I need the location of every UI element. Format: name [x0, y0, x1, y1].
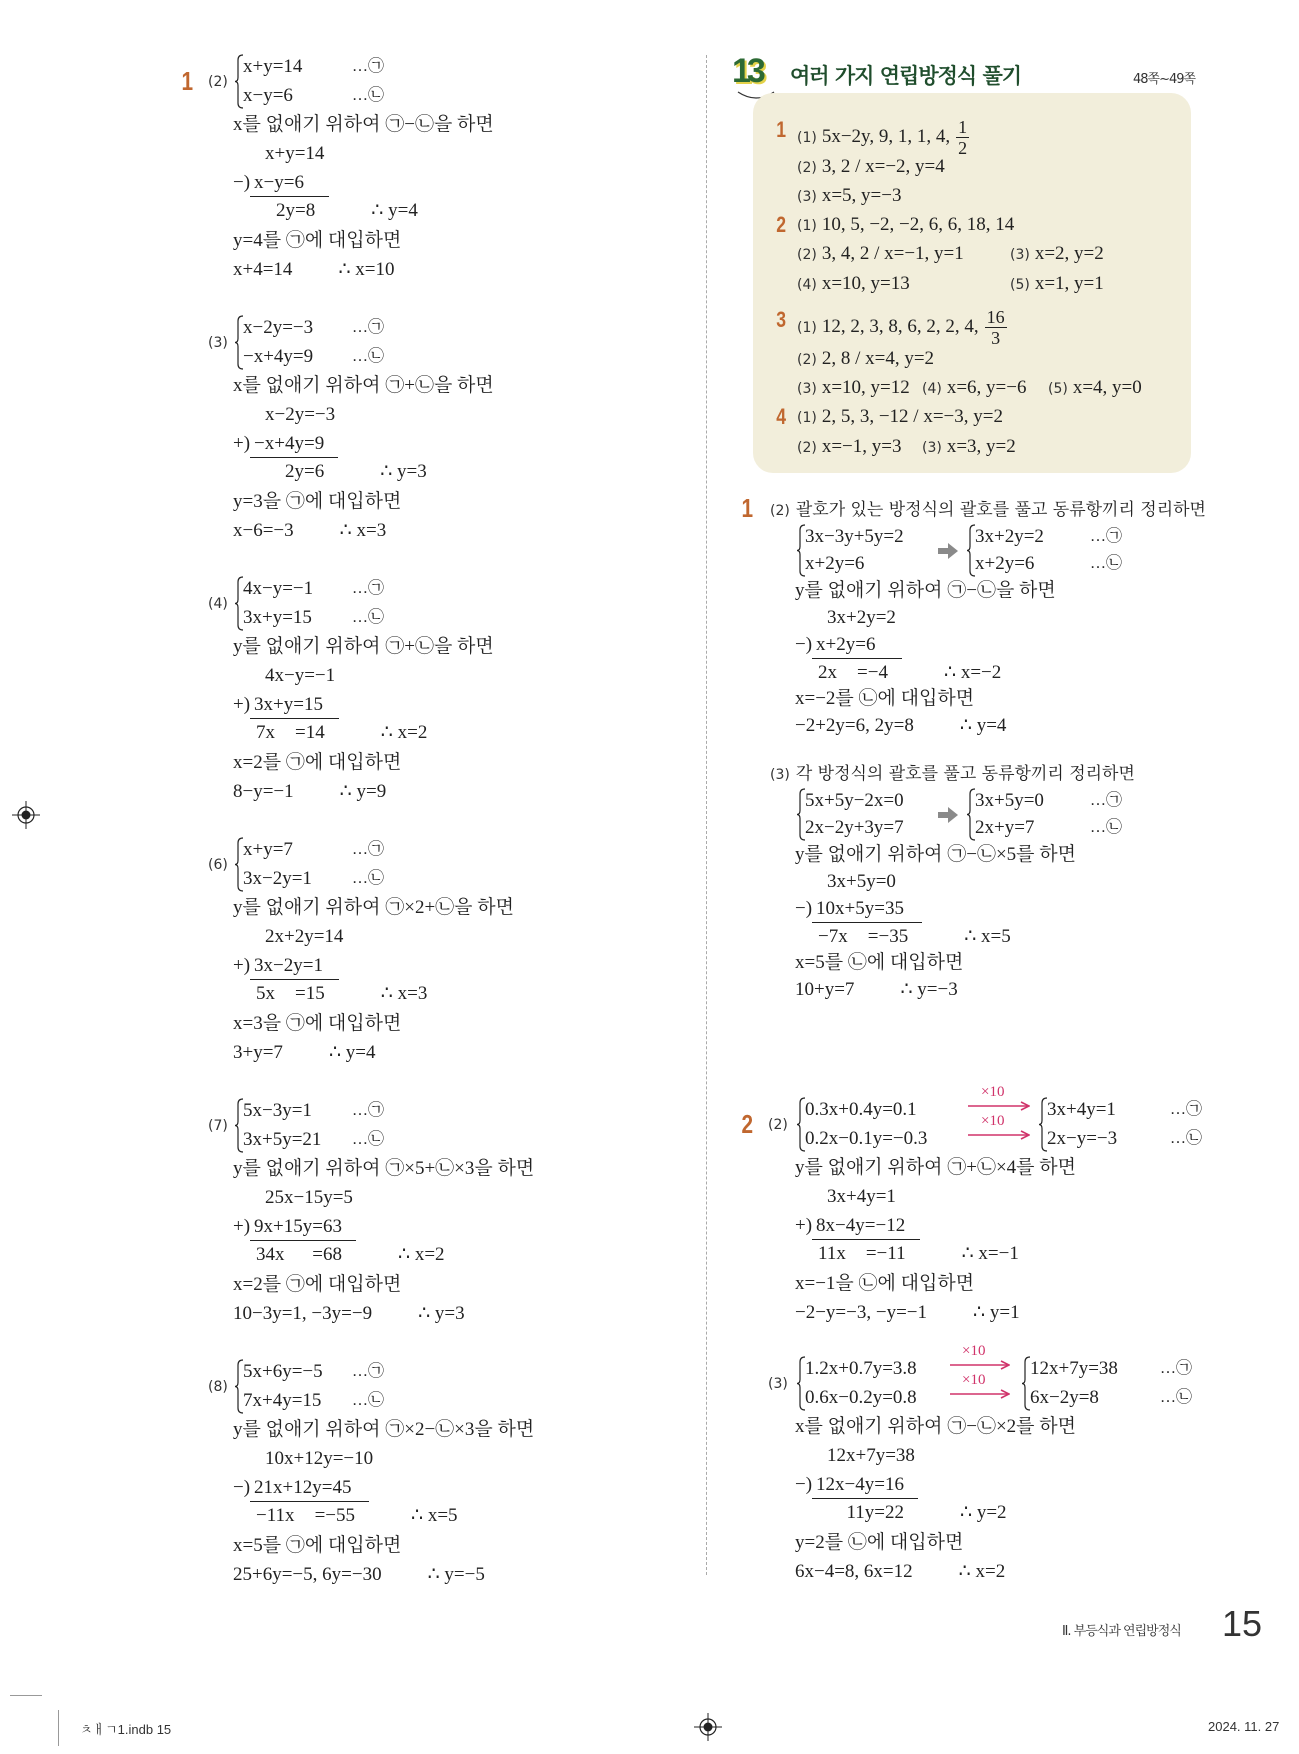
spacer [233, 1502, 250, 1529]
elimination-step: x를 없애기 위하여 ㉠−㉡×2를 하면 [795, 1416, 1076, 1437]
result-right: =−35 [867, 926, 909, 947]
final-equation: x−6=−3 [233, 520, 294, 541]
calc-top-equation: 3x+2y=2 [827, 607, 896, 628]
final-conclusion: ∴ x=10 [338, 259, 395, 280]
elimination-calculation [233, 1474, 458, 1529]
problem-label: (3) [768, 1375, 788, 1392]
substitution-step: x=3을 ㉠에 대입하면 [233, 1013, 402, 1034]
result-left: 5x [256, 983, 276, 1004]
problem-label: (8) [208, 1378, 228, 1395]
page-range: 48쪽~49쪽 [1133, 72, 1196, 87]
spacer [339, 691, 428, 718]
result-left: 7x [256, 722, 276, 743]
substitution-step: x=5를 ㉡에 대입하면 [795, 952, 964, 973]
result-left: 11x [818, 1243, 846, 1264]
calc-result [250, 719, 339, 746]
system-equation: 3x+y=15 [243, 607, 312, 628]
system-equation: 3x−2y=1 [243, 868, 312, 889]
answer-label: (4) [922, 381, 942, 397]
answer-text: 3, 2 / x=−2, y=4 [821, 156, 945, 177]
page-number: 15 [1222, 1603, 1263, 1644]
answer-text: x=6, y=−6 [946, 377, 1027, 398]
final-conclusion: ∴ y=1 [973, 1302, 1020, 1323]
elimination-step: y를 없애기 위하여 ㉠−㉡×5를 하면 [795, 844, 1076, 865]
transformed-equation: 3x+4y=1 [1047, 1099, 1116, 1120]
final-line [233, 1562, 485, 1588]
result-conclusion: ∴ x=2 [380, 722, 428, 743]
final-line [795, 1559, 1005, 1585]
transformed-equation: 2x+y=7 [975, 817, 1035, 838]
calc-result [812, 923, 922, 950]
final-equation: 6x−4=8, 6x=12 [795, 1561, 913, 1582]
result-conclusion: ∴ x=3 [380, 983, 428, 1004]
answer-label: (2) [797, 352, 817, 368]
calc-operator: +) [233, 955, 251, 976]
calc-bottom-equation: x−y=6 [250, 169, 329, 197]
final-conclusion: ∴ y=−3 [900, 979, 958, 1000]
system-equation: −x+4y=9 [243, 346, 314, 367]
problem-label: (2) [208, 73, 228, 90]
system-equation: 0.6x−0.2y=0.8 [805, 1387, 917, 1408]
answer-label: (2) [797, 440, 817, 456]
heading-text: 괄호가 있는 방정식의 괄호를 풀고 동류항끼리 정리하면 [795, 500, 1206, 520]
result-right: 11y=22 [846, 1502, 904, 1523]
system-equation: 3x−3y+5y=2 [805, 526, 904, 547]
answer-item [797, 117, 969, 158]
result-right: =14 [295, 722, 325, 743]
answer-item [1010, 241, 1104, 267]
calc-top-equation: 2x+2y=14 [265, 926, 344, 947]
equation-tag: …㉡ [352, 870, 385, 887]
answer-text: x=2, y=2 [1034, 243, 1104, 264]
spacer [369, 1474, 458, 1501]
calc-operator: −) [795, 634, 813, 655]
elimination-calculation [233, 691, 427, 746]
final-equation: 3+y=7 [233, 1042, 283, 1063]
problem-heading [770, 761, 1135, 787]
fraction-denominator: 2 [958, 138, 968, 158]
equation-tag: …㉠ [1160, 1360, 1193, 1377]
substitution-step: y=4를 ㉠에 대입하면 [233, 230, 402, 251]
final-line [795, 977, 958, 1003]
result-conclusion: ∴ x=−1 [961, 1243, 1019, 1264]
answer-text: x=3, y=2 [946, 436, 1016, 457]
result-right: =−55 [314, 1505, 355, 1526]
answer-text: x=10, y=12 [821, 377, 910, 398]
arrow-label: ×10 [962, 1372, 986, 1388]
equation-tag: …㉡ [352, 87, 385, 104]
calc-result [812, 1240, 920, 1267]
right-arrow-icon [938, 807, 958, 823]
equation-tag: …㉡ [352, 348, 385, 365]
calc-bottom-equation: 10x+5y=35 [812, 895, 922, 923]
spacer [902, 631, 1001, 658]
result-right: =−4 [857, 662, 888, 683]
fraction [985, 307, 1007, 348]
elimination-step: y를 없애기 위하여 ㉠+㉡을 하면 [233, 636, 494, 657]
answer-text: 10, 5, −2, −2, 6, 6, 18, 14 [821, 214, 1015, 235]
calc-operator: +) [795, 1215, 813, 1236]
calc-top-equation: 3x+4y=1 [827, 1186, 896, 1207]
calc-result [250, 1241, 356, 1268]
equation-tag: …㉠ [352, 1363, 385, 1380]
footer-section-title: Ⅱ. 부등식과 연립방정식 [1062, 1624, 1181, 1639]
elimination-calculation [233, 952, 427, 1007]
result-conclusion: ∴ y=2 [959, 1502, 1007, 1523]
print-date: 2024. 11. 27 [1208, 1719, 1280, 1734]
final-line [233, 518, 386, 544]
result-right: 2y=8 [276, 200, 316, 221]
result-right: =15 [295, 983, 325, 1004]
answer-label: (1) [797, 129, 817, 146]
answer-item [797, 434, 902, 460]
system-equation: 5x+6y=−5 [243, 1361, 323, 1382]
lesson-badge: 13 [732, 52, 762, 90]
system-equation: 5x+5y−2x=0 [805, 790, 904, 811]
result-conclusion: ∴ y=3 [380, 461, 427, 482]
answer-item [922, 375, 1027, 401]
answer-item [797, 271, 910, 297]
answer-text: 3, 4, 2 / x=−1, y=1 [821, 243, 964, 264]
calc-operator: +) [233, 1216, 251, 1237]
final-line [795, 713, 1006, 739]
arrow-label: ×10 [981, 1084, 1005, 1100]
answer-text: 5x−2y, 9, 1, 1, 4, [821, 125, 951, 147]
spacer [922, 895, 1011, 922]
answer-item [797, 183, 902, 209]
final-equation: −2−y=−3, −y=−1 [795, 1302, 928, 1323]
system-equation: 1.2x+0.7y=3.8 [805, 1358, 917, 1379]
equation-tag: …㉠ [352, 580, 385, 597]
problem-label: (6) [208, 856, 228, 873]
final-line [233, 1040, 376, 1066]
fraction-numerator: 16 [986, 307, 1005, 327]
equation-tag: …㉠ [352, 841, 385, 858]
equation-tag: …㉡ [1090, 555, 1123, 572]
calc-result [250, 1502, 369, 1529]
calc-bottom-equation: 8x−4y=−12 [812, 1212, 920, 1240]
problem-label: (2) [768, 1116, 788, 1133]
answer-text: x=10, y=13 [821, 273, 910, 294]
transformed-equation: 3x+5y=0 [975, 790, 1044, 811]
substitution-step: x=5를 ㉠에 대입하면 [233, 1535, 402, 1556]
answer-number: 1 [776, 117, 787, 142]
final-line [795, 1300, 1020, 1326]
fraction-numerator: 1 [958, 117, 968, 137]
final-line [233, 257, 395, 283]
answer-text: x=4, y=0 [1072, 377, 1142, 398]
problem-number: 2 [741, 1109, 754, 1139]
equation-tag: …㉠ [1090, 792, 1123, 809]
transformed-equation: 2x−y=−3 [1047, 1128, 1118, 1149]
problem-label: (7) [208, 1117, 228, 1134]
spacer [233, 719, 250, 746]
calc-top-equation: 25x−15y=5 [265, 1187, 353, 1208]
final-conclusion: ∴ y=−5 [427, 1564, 485, 1585]
system-equation: 5x−3y=1 [243, 1100, 312, 1121]
equation-tag: …㉡ [1170, 1130, 1203, 1147]
problem-label: (3) [208, 334, 228, 351]
answer-label: (1) [797, 319, 817, 336]
problem-number: 1 [741, 493, 754, 523]
final-conclusion: ∴ y=3 [418, 1303, 465, 1324]
transformed-equation: 3x+2y=2 [975, 526, 1044, 547]
elimination-step: x를 없애기 위하여 ㉠+㉡을 하면 [233, 375, 494, 396]
final-conclusion: ∴ y=9 [339, 781, 387, 802]
elimination-step: y를 없애기 위하여 ㉠×2−㉡×3을 하면 [233, 1419, 535, 1440]
answer-item [922, 434, 1016, 460]
calc-operator: +) [233, 694, 251, 715]
final-equation: 25+6y=−5, 6y=−30 [233, 1564, 382, 1585]
answer-label: (2) [797, 247, 817, 263]
result-left: −7x [818, 926, 848, 947]
answer-label: (3) [797, 189, 817, 205]
equation-tag: …㉠ [1090, 528, 1123, 545]
calc-result [250, 980, 339, 1007]
result-left: −11x [256, 1505, 295, 1526]
elimination-calculation [795, 631, 1001, 686]
result-conclusion: ∴ x=5 [964, 926, 1011, 947]
system-equation: 3x+5y=21 [243, 1129, 322, 1150]
answer-number: 2 [776, 212, 787, 237]
answer-text: 2, 5, 3, −12 / x=−3, y=2 [821, 406, 1003, 427]
answer-item [797, 241, 964, 267]
crop-mark [10, 1695, 42, 1696]
calc-operator: −) [233, 172, 251, 193]
calc-top-equation: 12x+7y=38 [827, 1445, 915, 1466]
final-line [233, 779, 386, 805]
system-equation: 0.3x+0.4y=0.1 [805, 1099, 917, 1120]
final-equation: 10+y=7 [795, 979, 855, 1000]
spacer [795, 659, 812, 686]
answer-item [797, 404, 1003, 430]
system-equation: x−y=6 [243, 85, 293, 106]
result-conclusion: ∴ y=4 [371, 200, 418, 221]
answer-label: (5) [1048, 381, 1068, 397]
calc-bottom-equation: 21x+12y=45 [250, 1474, 369, 1502]
answer-number: 4 [776, 404, 787, 429]
multiply-arrow-icon [968, 1130, 1030, 1140]
registration-mark-icon [12, 801, 40, 829]
calc-result [250, 458, 338, 485]
answer-label: (3) [797, 381, 817, 397]
elimination-calculation [233, 1213, 445, 1268]
answer-label: (1) [797, 410, 817, 426]
equation-tag: …㉡ [352, 1131, 385, 1148]
multiply-arrow-icon [950, 1389, 1010, 1399]
answer-text: x=−1, y=3 [821, 436, 902, 457]
transformed-equation: 12x+7y=38 [1030, 1358, 1118, 1379]
result-right: =68 [312, 1244, 342, 1265]
equation-tag: …㉠ [352, 319, 385, 336]
spacer [233, 980, 250, 1007]
calc-operator: −) [795, 898, 813, 919]
answer-item [1048, 375, 1142, 401]
spacer [918, 1471, 1007, 1498]
equation-tag: …㉠ [1170, 1101, 1203, 1118]
substitution-step: x=−2를 ㉡에 대입하면 [795, 688, 975, 709]
column-divider [706, 55, 707, 1575]
spacer [339, 952, 428, 979]
result-conclusion: ∴ x=5 [411, 1505, 458, 1526]
answer-label: (4) [797, 277, 817, 293]
spacer [920, 1212, 1019, 1239]
problem-heading [770, 497, 1206, 523]
substitution-step: x=−1을 ㉡에 대입하면 [795, 1273, 975, 1294]
result-right: 2y=6 [284, 461, 325, 482]
equation-tag: …㉡ [352, 609, 385, 626]
heading-text: 각 방정식의 괄호를 풀고 동류항끼리 정리하면 [795, 764, 1135, 784]
equation-tag: …㉡ [1090, 819, 1123, 836]
answer-text: x=5, y=−3 [821, 185, 902, 206]
final-conclusion: ∴ y=4 [328, 1042, 376, 1063]
spacer [795, 1240, 812, 1267]
answer-number: 3 [776, 307, 787, 332]
transformed-equation: 6x−2y=8 [1030, 1387, 1099, 1408]
elimination-calculation [233, 169, 418, 224]
answer-item [797, 154, 945, 180]
elimination-step: x를 없애기 위하여 ㉠−㉡을 하면 [233, 114, 494, 135]
final-equation: −2+2y=6, 2y=8 [795, 715, 914, 736]
multiply-arrow-icon [968, 1101, 1030, 1111]
system-equation: x+2y=6 [805, 553, 865, 574]
elimination-step: y를 없애기 위하여 ㉠×5+㉡×3을 하면 [233, 1158, 535, 1179]
calc-bottom-equation: 9x+15y=63 [250, 1213, 356, 1241]
system-equation: 4x−y=−1 [243, 578, 314, 599]
calc-top-equation: 3x+5y=0 [827, 871, 896, 892]
calc-result [812, 1499, 918, 1526]
elimination-calculation [795, 895, 1011, 950]
elimination-calculation [795, 1212, 1019, 1267]
spacer [356, 1213, 445, 1240]
spacer [795, 923, 812, 950]
result-left: 2x [818, 662, 838, 683]
elimination-calculation [795, 1471, 1007, 1526]
calc-top-equation: 10x+12y=−10 [265, 1448, 374, 1469]
answer-item [797, 307, 1007, 348]
substitution-step: y=2를 ㉡에 대입하면 [795, 1532, 964, 1553]
answer-item [797, 212, 1014, 238]
equation-tag: …㉡ [352, 1392, 385, 1409]
final-line [233, 1301, 465, 1327]
registration-mark-icon [694, 1713, 722, 1741]
spacer [329, 169, 418, 196]
transformed-equation: x+2y=6 [975, 553, 1035, 574]
answer-label: (1) [797, 218, 817, 234]
calc-bottom-equation: 12x−4y=16 [812, 1471, 918, 1499]
problem-label: (4) [208, 595, 228, 612]
system-equation: 0.2x−0.1y=−0.3 [805, 1128, 928, 1149]
answer-item [797, 375, 910, 401]
arrow-label: ×10 [962, 1343, 986, 1359]
equation-tag: …㉡ [1160, 1389, 1193, 1406]
equation-tag: …㉠ [352, 58, 385, 75]
calc-result [250, 197, 329, 224]
elimination-step: y를 없애기 위하여 ㉠+㉡×4를 하면 [795, 1157, 1076, 1178]
calc-result [812, 659, 902, 686]
final-equation: 10−3y=1, −3y=−9 [233, 1303, 373, 1324]
spacer [233, 458, 250, 485]
result-conclusion: ∴ x=−2 [943, 662, 1002, 683]
calc-operator: +) [233, 433, 251, 454]
substitution-step: x=2를 ㉠에 대입하면 [233, 1274, 402, 1295]
arrow-label: ×10 [981, 1113, 1005, 1129]
final-conclusion: ∴ x=2 [958, 1561, 1006, 1582]
answer-text: 2, 8 / x=4, y=2 [821, 348, 935, 369]
result-left: 34x [256, 1244, 285, 1265]
problem-number: 1 [181, 66, 194, 96]
spacer [233, 197, 250, 224]
elimination-calculation [233, 430, 427, 485]
spacer [795, 1499, 812, 1526]
calc-operator: −) [233, 1477, 251, 1498]
system-equation: 2x−2y+3y=7 [805, 817, 904, 838]
answer-text: x=1, y=1 [1034, 273, 1104, 294]
system-equation: x−2y=−3 [243, 317, 314, 338]
elimination-step: y를 없애기 위하여 ㉠×2+㉡을 하면 [233, 897, 514, 918]
print-file-info: ㅊㅐㄱ1.indb 15 [80, 1722, 172, 1737]
elimination-step: y를 없애기 위하여 ㉠−㉡을 하면 [795, 580, 1056, 601]
calc-top-equation: x+y=14 [265, 143, 325, 164]
result-right: =−11 [865, 1243, 906, 1264]
answer-label: (2) [797, 160, 817, 176]
right-arrow-icon [938, 543, 958, 559]
calc-operator: −) [795, 1474, 813, 1495]
answer-label: (5) [1010, 277, 1030, 293]
final-equation: x+4=14 [233, 259, 293, 280]
calc-bottom-equation: x+2y=6 [812, 631, 902, 659]
calc-top-equation: 4x−y=−1 [265, 665, 336, 686]
final-conclusion: ∴ y=4 [959, 715, 1007, 736]
answer-label: (3) [1010, 247, 1030, 263]
spacer [338, 430, 427, 457]
calc-top-equation: x−2y=−3 [265, 404, 336, 425]
system-equation: 7x+4y=15 [243, 1390, 322, 1411]
calc-bottom-equation: −x+4y=9 [250, 430, 338, 458]
equation-tag: …㉠ [352, 1102, 385, 1119]
spacer [233, 1241, 250, 1268]
substitution-step: y=3을 ㉠에 대입하면 [233, 491, 402, 512]
problem-label: (2) [770, 503, 790, 519]
answer-item [1010, 271, 1104, 297]
final-equation: 8−y=−1 [233, 781, 294, 802]
substitution-step: x=2를 ㉠에 대입하면 [233, 752, 402, 773]
problem-label: (3) [770, 767, 790, 783]
fraction-denominator: 3 [991, 328, 1001, 348]
lesson-title: 여러 가지 연립방정식 풀기 [790, 64, 1022, 88]
calc-bottom-equation: 3x−2y=1 [250, 952, 339, 980]
calc-bottom-equation: 3x+y=15 [250, 691, 339, 719]
answer-item [797, 346, 934, 372]
final-conclusion: ∴ x=3 [339, 520, 387, 541]
crop-mark [58, 1710, 59, 1746]
multiply-arrow-icon [950, 1360, 1010, 1370]
result-conclusion: ∴ x=2 [397, 1244, 445, 1265]
system-equation: x+y=7 [243, 839, 293, 860]
system-equation: x+y=14 [243, 56, 303, 77]
answer-label: (3) [922, 440, 942, 456]
answer-text: 12, 2, 3, 8, 6, 2, 2, 4, [821, 315, 979, 337]
fraction [956, 117, 969, 158]
